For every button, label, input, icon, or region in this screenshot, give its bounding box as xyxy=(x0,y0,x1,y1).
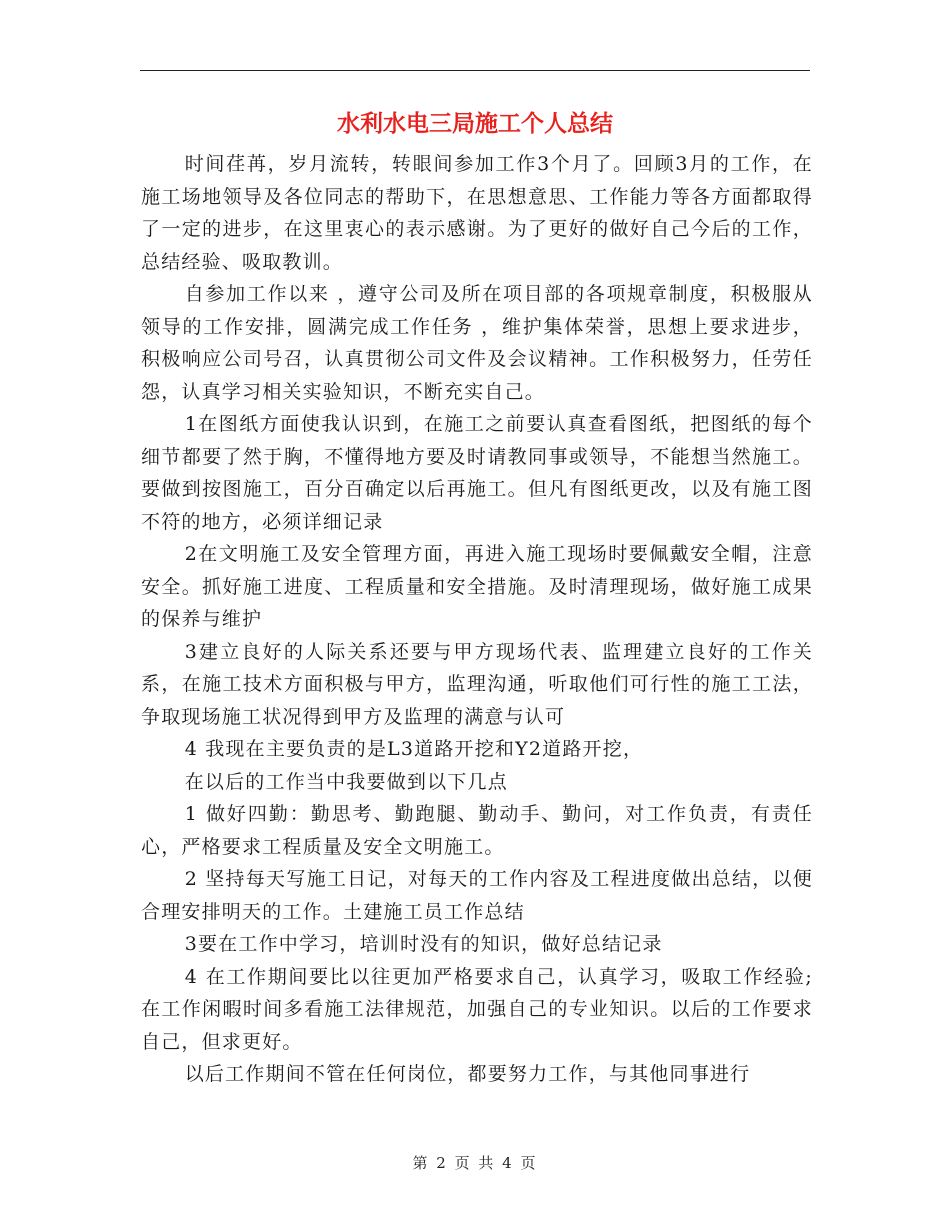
header-rule xyxy=(140,70,810,71)
body-paragraph: 4 我现在主要负责的是L3道路开挖和Y2道路开挖， xyxy=(184,738,644,760)
body-paragraph: 4 在工作期间要比以往更加严格要求自己，认真学习，吸取工作经验;在工作闲暇时间多看施工法律规范，加强自己的专业知识。以后的工作要求自己，但求更好。 xyxy=(141,965,813,1053)
body-paragraph: 3要在工作中学习，培训时没有的知识，做好总结记录 xyxy=(184,933,663,955)
body-paragraph: 1在图纸方面使我认识到，在施工之前要认真查看图纸，把图纸的每个细节都要了然于胸，不懂得地方要及时请教同事或领导，不能想当然施工。要做到按图施工，百分百确定以后再施工。但凡有图纸更改，以及有施工图不符的地方，必须详细记录 xyxy=(141,413,813,533)
body-paragraph: 1 做好四勤：勤思考、勤跑腿、勤动手、勤问，对工作负责，有责任心，严格要求工程质量及安全文明施工。 xyxy=(141,803,813,858)
body-paragraph: 2 坚持每天写施工日记，对每天的工作内容及工程进度做出总结，以便合理安排明天的工作。土建施工员工作总结 xyxy=(141,868,813,923)
body-paragraph: 以后工作期间不管在任何岗位，都要努力工作，与其他同事进行 xyxy=(184,1063,751,1085)
body-paragraph: 时间荏苒，岁月流转，转眼间参加工作3个月了。回顾3月的工作，在施工场地领导及各位同志的帮助下，在思想意思、工作能力等各方面都取得了一定的进步，在这里衷心的表示感谢。为了更好的做好自己今后的工作，总结经验、吸取教训。 xyxy=(141,153,813,273)
body-paragraph: 在以后的工作当中我要做到以下几点 xyxy=(184,770,508,793)
body-paragraph: 自参加工作以来 ，遵守公司及所在项目部的各项规章制度，积极服从领导的工作安排，圆满完成工作任务 ，维护集体荣誉，思想上要求进步，积极响应公司号召，认真贯彻公司文件及会议精神。工作积极努力，任劳任怨，认真学习相关实验知识，不断充实自己。 xyxy=(141,283,813,403)
document-title: 水利水电三局施工个人总结 xyxy=(337,111,613,137)
body-paragraph: 2在文明施工及安全管理方面，再进入施工现场时要佩戴安全帽，注意安全。抓好施工进度、工程质量和安全措施。及时清理现场，做好施工成果的保养与维护 xyxy=(141,543,813,630)
body-paragraph: 3建立良好的人际关系还要与甲方现场代表、监理建立良好的工作关系，在施工技术方面积极与甲方，监理沟通，听取他们可行性的施工工法，争取现场施工状况得到甲方及监理的满意与认可 xyxy=(141,640,813,728)
page-number: 第 2 页 共 4 页 xyxy=(412,1154,538,1172)
document-body xyxy=(141,148,813,1091)
